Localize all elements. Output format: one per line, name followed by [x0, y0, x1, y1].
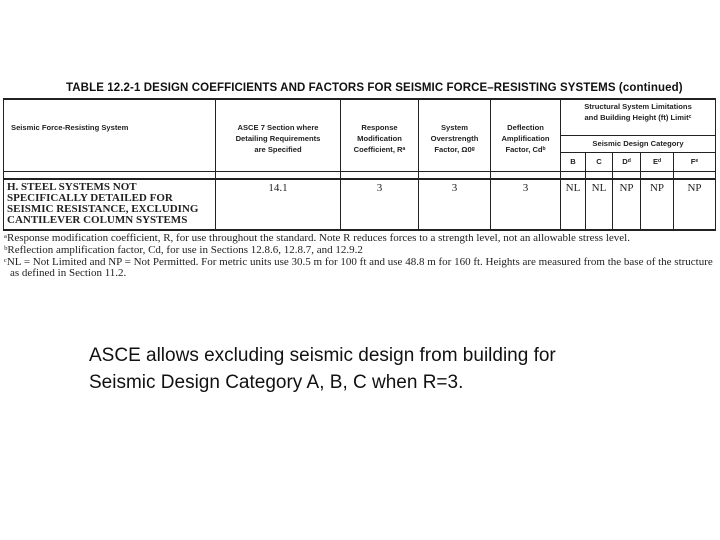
header-text: Factor, Ω0ᵍ	[434, 145, 475, 154]
header-text: Factor, Cdᵇ	[505, 145, 546, 154]
category-c: C	[596, 157, 602, 166]
header-text: Amplification	[501, 134, 550, 143]
header-text: are Specified	[254, 145, 302, 154]
row-limit-f: NP	[687, 182, 702, 194]
header-text: Deflection	[507, 123, 544, 132]
design-coefficients-table	[3, 98, 716, 230]
row-limit-c: NL	[591, 182, 607, 194]
slide-caption	[89, 342, 556, 396]
header-system: Seismic Force-Resisting System	[11, 123, 129, 132]
header-section	[216, 122, 340, 155]
header-cd	[491, 122, 560, 155]
row-limit-b: NL	[565, 182, 581, 194]
category-d: Dᵈ	[622, 157, 631, 166]
header-text: Structural System Limitations	[584, 102, 692, 111]
row-omega: 3	[451, 182, 458, 194]
footnote-c-cont: as defined in Section 11.2.	[10, 267, 127, 279]
row-section: 14.1	[268, 182, 288, 194]
header-text: ASCE 7 Section where	[237, 123, 319, 132]
footnote-c: ᶜNL = Not Limited and NP = Not Permitted. For metric units use 30.5 m for 100 ft and use 48.8 m for 160 ft. Heights are measured from the base of the structure	[4, 256, 713, 268]
caption-line: ASCE allows excluding seismic design from building for	[89, 345, 556, 366]
category-f: Fᵉ	[690, 157, 699, 166]
row-limit-d: NP	[619, 182, 634, 194]
row-system-line: SEISMIC RESISTANCE, EXCLUDING	[7, 203, 199, 215]
caption-line: Seismic Design Category A, B, C when R=3.	[89, 372, 464, 393]
header-limitations	[561, 101, 715, 123]
row-system-line: SPECIFICALLY DETAILED FOR	[7, 192, 173, 204]
header-omega	[419, 122, 490, 155]
row-system	[7, 182, 198, 226]
header-r	[341, 122, 418, 155]
row-r: 3	[376, 182, 383, 194]
header-text: Response	[361, 123, 398, 132]
header-text: Overstrength	[430, 134, 479, 143]
row-limit-e: NP	[649, 182, 665, 194]
header-text: Modification	[357, 134, 402, 143]
category-e: Eᵈ	[652, 157, 662, 166]
category-b: B	[570, 157, 576, 166]
table-title: TABLE 12.2-1 DESIGN COEFFICIENTS AND FACTORS FOR SEISMIC FORCE–RESISTING SYSTEMS (continued)	[66, 82, 683, 94]
row-system-line: H. STEEL SYSTEMS NOT	[7, 181, 137, 193]
header-text: Coefficient, Rᵃ	[353, 145, 406, 154]
footnote-a: ᵃResponse modification coefficient, R, for use throughout the standard. Note R reduces forces to a strength level, not an allowable stress level.	[4, 232, 630, 244]
header-sdc: Seismic Design Category	[592, 139, 684, 148]
row-cd: 3	[522, 182, 529, 194]
header-text: Detailing Requirements	[235, 134, 321, 143]
footnote-b: ᵇReflection amplification factor, Cd, for use in Sections 12.8.6, 12.8.7, and 12.9.2	[4, 244, 363, 256]
header-text: and Building Height (ft) Limitᶜ	[584, 113, 692, 122]
header-text: System	[440, 123, 469, 132]
row-system-line: CANTILEVER COLUMN SYSTEMS	[7, 214, 188, 226]
